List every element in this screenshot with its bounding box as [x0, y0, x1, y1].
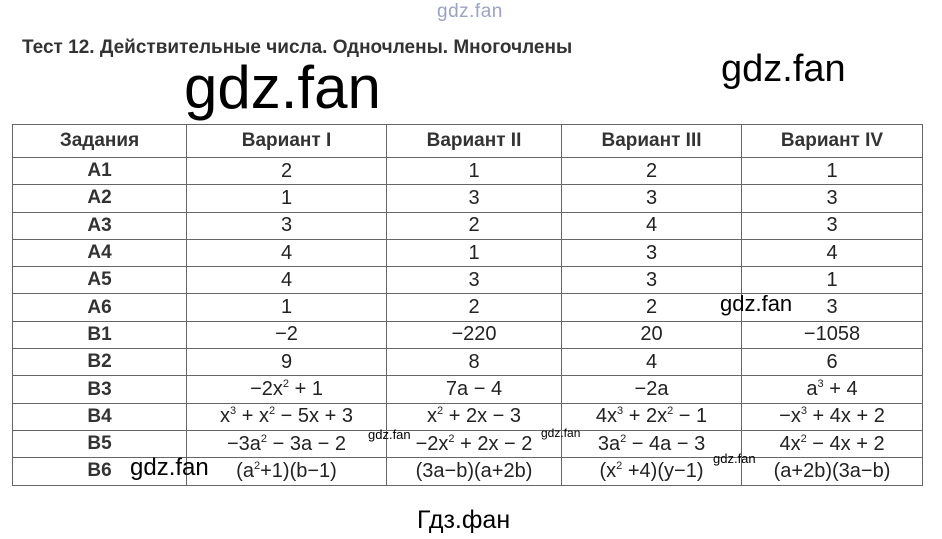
- task-cell: B2: [13, 349, 187, 376]
- answer-cell-v3: 3: [562, 185, 742, 212]
- answer-cell-v3: 3: [562, 239, 742, 266]
- watermark-right: gdz.fan: [721, 48, 846, 90]
- answer-cell-v4: $4x^2 - 4x + 2$: [742, 430, 923, 457]
- watermark-bottom: Гдз.фан: [417, 506, 511, 534]
- watermark-small-2: gdz.fan: [541, 426, 581, 440]
- answer-cell-v1: $-2x^2 + 1$: [187, 376, 387, 403]
- answer-cell-v1: $-3a^2 - 3a - 2$: [187, 430, 387, 457]
- watermark-left: gdz.fan: [130, 454, 209, 481]
- answer-cell-v1: 1: [187, 185, 387, 212]
- answer-cell-v3: 3: [562, 267, 742, 294]
- answer-cell-v1: −2: [187, 321, 387, 348]
- header-variant-4: Вариант IV: [742, 125, 923, 158]
- answer-cell-v4: 1: [742, 158, 923, 185]
- header-variant-3: Вариант III: [562, 125, 742, 158]
- answer-cell-v2: 8: [387, 349, 562, 376]
- answer-cell-v2: 3: [387, 185, 562, 212]
- answer-cell-v1: 1: [187, 294, 387, 321]
- answer-cell-v4: 3: [742, 294, 923, 321]
- answer-cell-v2: 7a − 4: [387, 376, 562, 403]
- answer-cell-v2: (3a−b)(a+2b): [387, 458, 562, 485]
- answer-cell-v3: −2a: [562, 376, 742, 403]
- table-row: [13, 185, 923, 212]
- task-cell: B1: [13, 321, 187, 348]
- answer-cell-v3: 2: [562, 158, 742, 185]
- answer-cell-v3: $(x^2 +4)(y-1)$: [562, 458, 742, 485]
- table-body: [13, 158, 923, 486]
- table-row: [13, 239, 923, 266]
- task-cell: B4: [13, 403, 187, 430]
- task-cell: A3: [13, 212, 187, 239]
- watermark-small-1: gdz.fan: [368, 427, 411, 442]
- answer-cell-v4: 6: [742, 349, 923, 376]
- answer-cell-v4: −1058: [742, 321, 923, 348]
- page-title: Тест 12. Действительные числа. Одночлены. Многочлены: [22, 37, 573, 58]
- header-variant-1: Вариант I: [187, 125, 387, 158]
- answer-cell-v1: 3: [187, 212, 387, 239]
- watermark-small-3: gdz.fan: [713, 451, 756, 466]
- answer-cell-v1: $(a^2+1)(b-1)$: [187, 458, 387, 485]
- answer-cell-v4: 3: [742, 212, 923, 239]
- table-row: [13, 212, 923, 239]
- answer-cell-v4: 1: [742, 267, 923, 294]
- answer-cell-v3: 20: [562, 321, 742, 348]
- header-tasks: Задания: [13, 125, 187, 158]
- answer-cell-v1: 9: [187, 349, 387, 376]
- table-row: [13, 158, 923, 185]
- answer-cell-v2: $x^2 + 2x - 3$: [387, 403, 562, 430]
- task-cell: A5: [13, 267, 187, 294]
- answer-cell-v2: 3: [387, 267, 562, 294]
- answer-cell-v4: 4: [742, 239, 923, 266]
- answer-cell-v4: (a+2b)(3a−b): [742, 458, 923, 485]
- answer-cell-v2: 2: [387, 294, 562, 321]
- task-cell: A6: [13, 294, 187, 321]
- task-cell: B3: [13, 376, 187, 403]
- task-cell: A2: [13, 185, 187, 212]
- answer-cell-v2: 1: [387, 158, 562, 185]
- task-cell: B5: [13, 430, 187, 457]
- task-cell: A1: [13, 158, 187, 185]
- watermark-large: gdz.fan: [184, 54, 381, 121]
- table-row: [13, 403, 923, 430]
- answer-cell-v2: −220: [387, 321, 562, 348]
- table-row: [13, 321, 923, 348]
- answer-cell-v4: $a^3 + 4$: [742, 376, 923, 403]
- answer-cell-v3: $3a^2 - 4a - 3$: [562, 430, 742, 457]
- answer-cell-v3: $4x^3 + 2x^2 - 1$: [562, 403, 742, 430]
- table-row: [13, 267, 923, 294]
- table-row: [13, 376, 923, 403]
- watermark-top: gdz.fan: [437, 1, 503, 22]
- watermark-middle: gdz.fan: [720, 291, 793, 316]
- answer-cell-v2: 2: [387, 212, 562, 239]
- answer-cell-v3: 4: [562, 349, 742, 376]
- answer-cell-v2: 1: [387, 239, 562, 266]
- answer-cell-v1: 4: [187, 239, 387, 266]
- table-row: [13, 349, 923, 376]
- answer-cell-v1: $x^3 + x^2 - 5x + 3$: [187, 403, 387, 430]
- answer-cell-v1: 2: [187, 158, 387, 185]
- answer-cell-v3: 4: [562, 212, 742, 239]
- answer-cell-v3: 2: [562, 294, 742, 321]
- answer-cell-v2: $-2x^2 + 2x - 2$: [387, 430, 562, 457]
- table-header-row: [13, 125, 923, 158]
- answer-cell-v4: $-x^3 + 4x + 2$: [742, 403, 923, 430]
- answer-cell-v1: 4: [187, 267, 387, 294]
- task-cell: A4: [13, 239, 187, 266]
- header-variant-2: Вариант II: [387, 125, 562, 158]
- task-cell: B6: [13, 458, 187, 485]
- answer-cell-v4: 3: [742, 185, 923, 212]
